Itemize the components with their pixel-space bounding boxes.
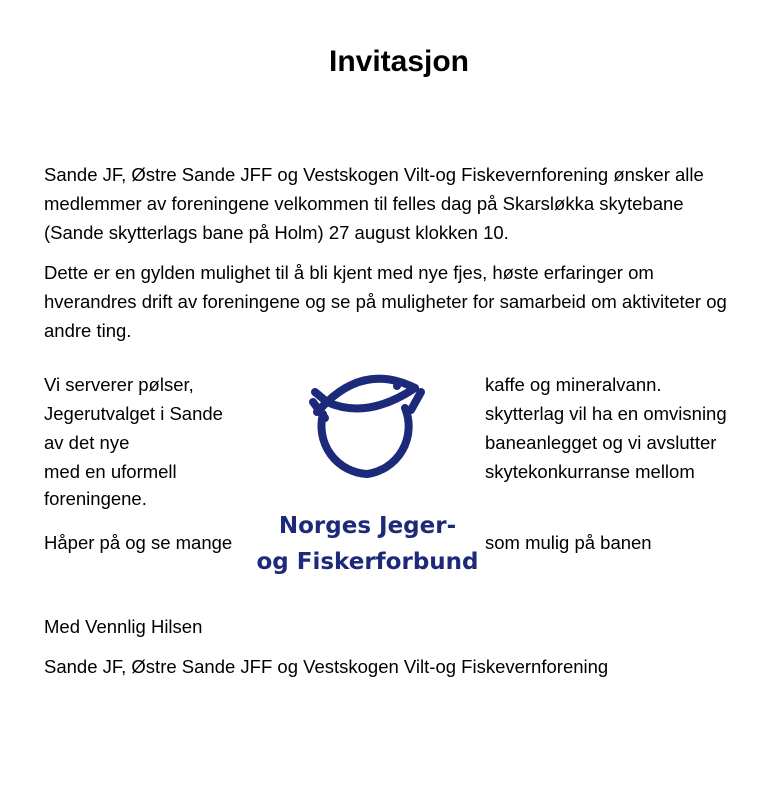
right-line: skytekonkurranse mellom [485,461,695,482]
left-line: Vi serverer pølser, [44,374,194,395]
page-title: Invitasjon [328,45,470,78]
njff-logo [255,362,480,587]
right-line: baneanlegget og vi avslutter [485,432,717,453]
intro-paragraph: Sande JF, Østre Sande JFF og Vestskogen Vilt-og Fiskevernforening ønsker alle medlemmer av foreningene velkommen til felles dag på Skarsløkka skytebane (Sande skytterlags bane på Holm) 27 august klokken 10. [44,164,704,243]
opportunity-paragraph: Dette er en gylden mulighet til å bli kjent med nye fjes, høste erfaringer om hverandres drift av foreningene og se på muligheter for samarbeid om aktiviteter og andre ting. [44,262,727,341]
left-line: av det nye [44,432,130,453]
logo-text-line2: og Fiskerforbund [256,549,479,575]
left-line: foreningene. [44,488,147,509]
left-line: med en uformell [44,461,177,482]
fish-circle-icon [255,362,480,492]
right-line: som mulig på banen [485,532,652,553]
closing: Med Vennlig Hilsen [44,616,203,637]
left-line: Håper på og se mange [44,532,233,553]
signature: Sande JF, Østre Sande JFF og Vestskogen Vilt-og Fiskevernforening [44,656,609,677]
right-line: kaffe og mineralvann. [485,374,662,395]
left-line: Jegerutvalget i Sande [44,403,223,424]
right-line: skytterlag vil ha en omvisning [485,403,727,424]
logo-text-line1: Norges Jeger- [278,513,457,539]
